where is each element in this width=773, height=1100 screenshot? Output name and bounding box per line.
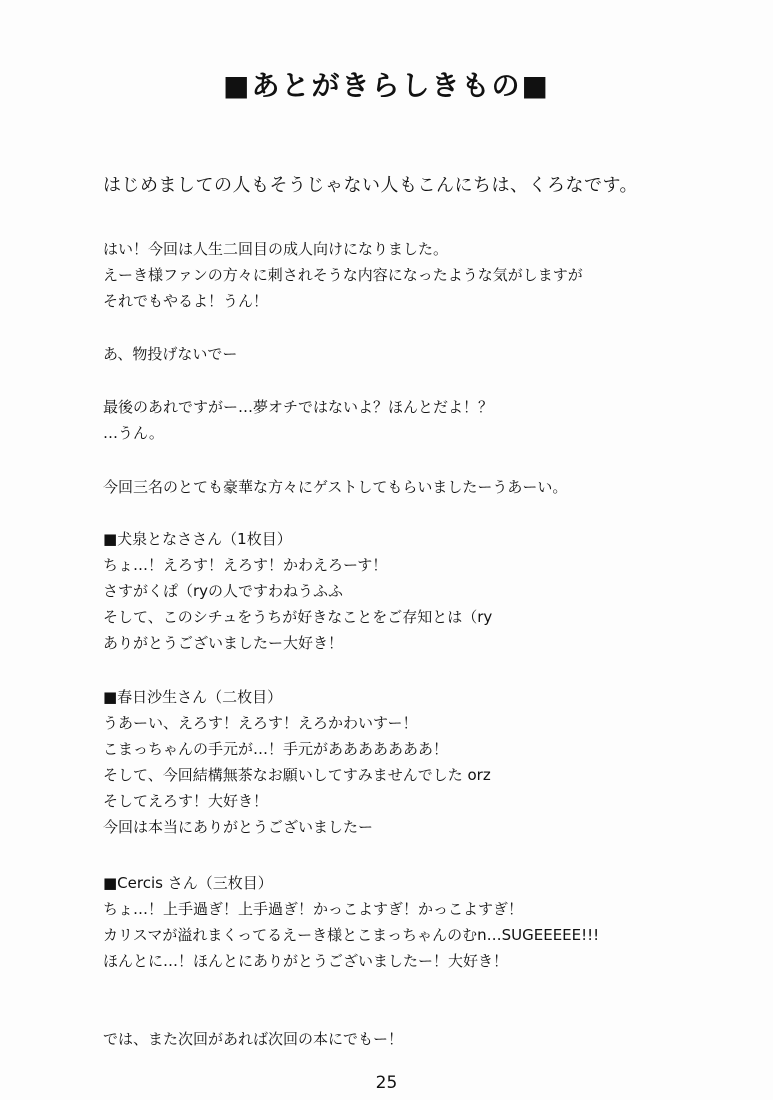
lead-paragraph: はじめましての人もそうじゃない人もこんにちは、くろなです。 xyxy=(103,175,639,196)
text-line: そして、このシチュをうちが好きなことをご存知とは（ry xyxy=(103,608,493,626)
text-line: こまっちゃんの手元が…！手元があああああああ！ xyxy=(103,740,449,758)
paragraph-1 xyxy=(103,236,663,314)
text-line: それでもやるよ！うん！ xyxy=(103,292,269,310)
guest-section-1 xyxy=(103,526,663,656)
guest-section-3 xyxy=(103,870,663,974)
text-line: あ、物投げないでー xyxy=(103,345,238,363)
text-line: ちょ…！えろす！えろす！かわえろーす！ xyxy=(103,556,388,574)
paragraph-4 xyxy=(103,474,663,500)
section-heading: ■春日沙生さん（二枚目） xyxy=(103,688,283,706)
text-line: では、また次回があれば次回の本にでもー！ xyxy=(103,1030,404,1048)
paragraph-3 xyxy=(103,394,663,446)
text-line: 最後のあれですがー…夢オチではないよ？ほんとだよ！？ xyxy=(103,398,494,416)
text-line: 今回は本当にありがとうございましたー xyxy=(103,818,374,836)
page-title: ■あとがきらしきもの■ xyxy=(223,69,550,102)
text-line: えーき様ファンの方々に刺されそうな内容になったような気がしますが xyxy=(103,266,583,284)
guest-section-2 xyxy=(103,684,663,840)
text-line: ほんとに…！ほんとにありがとうございましたー！大好き！ xyxy=(103,952,509,970)
paragraph-2 xyxy=(103,341,663,367)
text-line: カリスマが溢れまくってるえーき様とこまっちゃんのむn…SUGEEEEE!!! xyxy=(103,926,600,944)
text-line: ありがとうございましたー大好き！ xyxy=(103,634,344,652)
section-heading: ■犬泉となささん（1枚目） xyxy=(103,530,292,548)
text-line: うあーい、えろす！えろす！えろかわいすー！ xyxy=(103,714,418,732)
text-line: 今回三名のとても豪華な方々にゲストしてもらいましたーうあーい。 xyxy=(103,478,568,496)
page-number: 25 xyxy=(375,1073,398,1093)
text-line: はい！今回は人生二回目の成人向けになりました。 xyxy=(103,240,449,258)
text-line: ちょ…！上手過ぎ！上手過ぎ！かっこよすぎ！かっこよすぎ！ xyxy=(103,900,524,918)
text-line: そして、今回結構無茶なお願いしてすみませんでした orz xyxy=(103,766,491,784)
section-heading: ■Cercis さん（三枚目） xyxy=(103,874,273,892)
text-line: …うん。 xyxy=(103,424,164,442)
text-line: そしてえろす！大好き！ xyxy=(103,792,269,810)
closing-paragraph xyxy=(103,1026,663,1052)
text-line: さすがくぱ（ryの人ですわねうふふ xyxy=(103,582,344,600)
